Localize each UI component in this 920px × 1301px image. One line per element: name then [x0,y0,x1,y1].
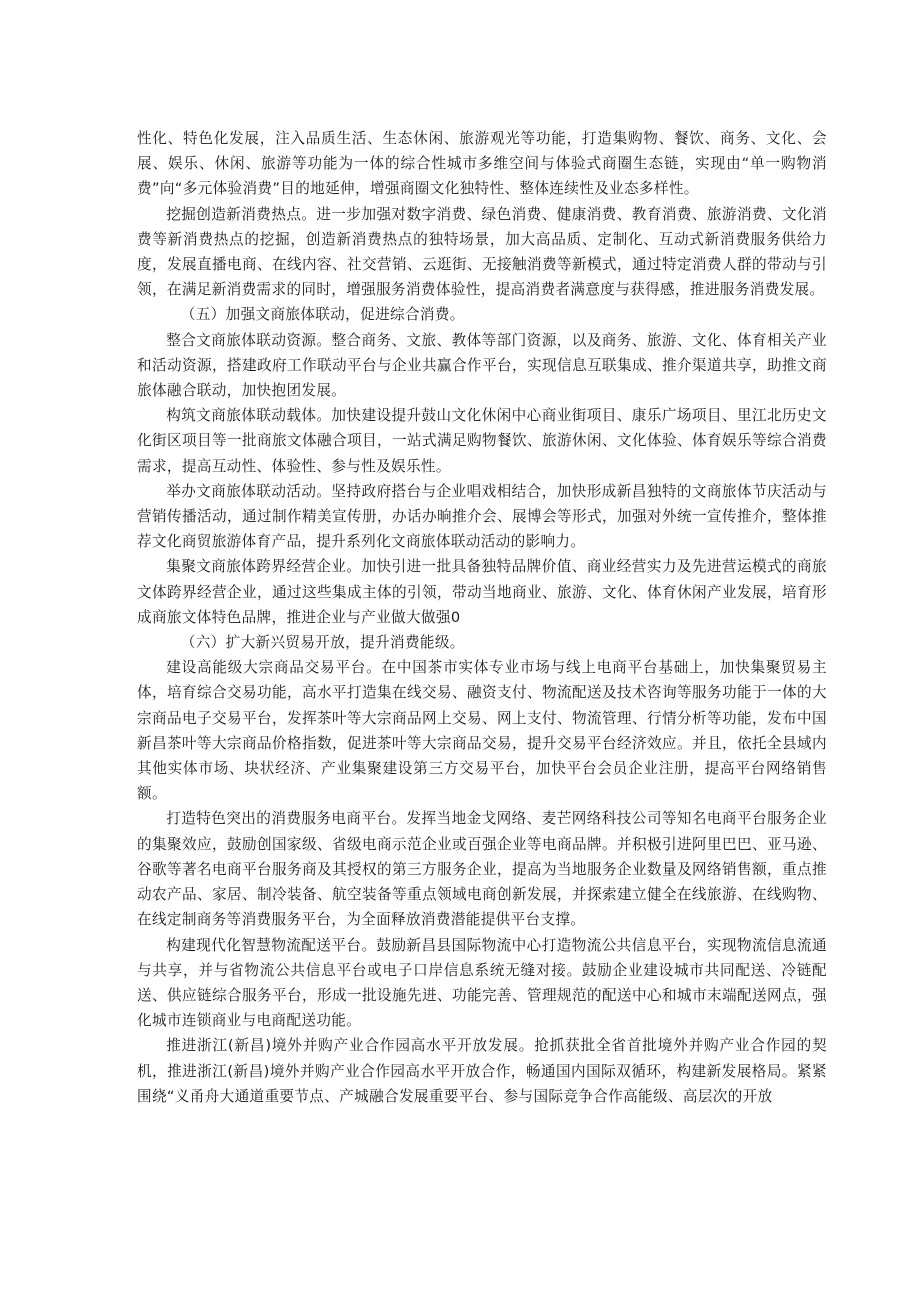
paragraph-logistics-platform: 构建现代化智慧物流配送平台。鼓励新昌县国际物流中心打造物流公共信息平台，实现物流信息流通与共享，并与省物流公共信息平台或电子口岸信息系统无缝对接。鼓励企业建设城市共同配送、冷链配送、供应链综合服务平台，形成一批设施先进、功能完善、管理规范的配送中心和城市末端配送网点，强化城市连锁商业与电商配送功能。 [137,936,827,1030]
paragraph-overseas-park: 推进浙江(新昌)境外并购产业合作园高水平开放发展。抢抓获批全省首批境外并购产业合作园的契机，推进浙江(新昌)境外并购产业合作园高水平开放合作，畅通国内国际双循环，构建新发展格局。紧紧围绕“义甬舟大通道重要节点、产城融合发展重要平台、参与国际竞争合作高能级、高层次的开放 [137,1037,827,1105]
paragraph-new-consumption-hotspots: 挖掘创造新消费热点。进一步加强对数字消费、绿色消费、健康消费、教育消费、旅游消费、文化消费等新消费热点的挖掘，创造新消费热点的独特场景，加大高品质、定制化、互动式新消费服务供给力度，发展直播电商、在线内容、社交营销、云逛街、无接触消费等新模式，通过特定消费人群的带动与引领，在满足新消费需求的同时，增强服务消费体验性，提高消费者满意度与获得感，推进服务消费发展。 [137,205,827,299]
section-heading-6: （六）扩大新兴贸易开放，提升消费能级。 [180,634,465,652]
paragraph-ecommerce-platform: 打造特色突出的消费服务电商平台。发挥当地金戈网络、麦芒网络科技公司等知名电商平台服务企业的集聚效应，鼓励创国家级、省级电商示范企业或百强企业等电商品牌。并积极引进阿里巴巴、亚马逊、谷歌等著名电商平台服务商及其授权的第三方服务企业，提高为当地服务企业数量及网络销售额，重点推动农产品、家居、制冷装备、航空装备等重点领域电商创新发展，并探索建立健全在线旅游、在线购物、在线定制商务等消费服务平台，为全面释放消费潜能提供平台支撑。 [137,810,827,929]
paragraph-continuation: 性化、特色化发展，注入品质生活、生态休闲、旅游观光等功能，打造集购物、餐饮、商务、文化、会展、娱乐、休闲、旅游等功能为一体的综合性城市多维空间与体验式商圈生态链，实现由“单一购物消费”向“多元体验消费”目的地延伸，增强商圈文化独特性、整体连续性及业态多样性。 [137,130,827,198]
paragraph-hold-activities: 举办文商旅体联动活动。坚持政府搭台与企业唱戏相结合，加快形成新昌独特的文商旅体节庆活动与营销传播活动，通过制作精美宣传册，办话办晌推介会、展博会等形式，加强对外统一宣传推介，整体推荐文化商贸旅游体育产品，提升系列化文商旅体联动活动的影响力。 [137,482,827,551]
paragraph-build-carriers: 构筑文商旅体联动载体。加快建设提升鼓山文化休闲中心商业街项目、康乐广场项目、里江北历史文化街区项目等一批商旅文体融合项目，一站式满足购物餐饮、旅游休闲、文化体验、体育娱乐等综合消费需求，提高互动性、体验性、参与性及娱乐性。 [137,407,827,475]
section-heading-5: （五）加强文商旅体联动，促进综合消费。 [180,306,465,324]
paragraph-gather-enterprises: 集聚文商旅体跨界经营企业。加快引进一批具备独特品牌价值、商业经营实力及先进营运模式的商旅文体跨界经营企业，通过这些集成主体的引领，带动当地商业、旅游、文化、体育休闲产业发展，培育形成商旅文体特色品牌，推进企业与产业做大做强0 [137,558,827,626]
document-body [137,126,827,1109]
paragraph-integrate-resources: 整合文商旅体联动资源。整合商务、文旅、教体等部门资源，以及商务、旅游、文化、体育相关产业和活动资源，搭建政府工作联动平台与企业共赢合作平台，实现信息互联集成、推介渠道共享，助推文商旅体融合联动，加快抱团发展。 [137,331,827,400]
paragraph-commodity-platform: 建设高能级大宗商品交易平台。在中国茶市实体专业市场与线上电商平台基础上，加快集聚贸易主体，培育综合交易功能，高水平打造集在线交易、融资支付、物流配送及技术咨询等服务功能于一体的大宗商品电子交易平台，发挥茶叶等大宗商品网上交易、网上支付、物流管理、行情分析等功能，发布中国新昌茶叶等大宗商品价格指数，促进茶叶等大宗商品交易，提升交易平台经济效应。并且，依托全县域内其他实体市场、块状经济、产业集聚建设第三方交易平台，加快平台会员企业注册，提高平台网络销售额。 [137,659,827,803]
